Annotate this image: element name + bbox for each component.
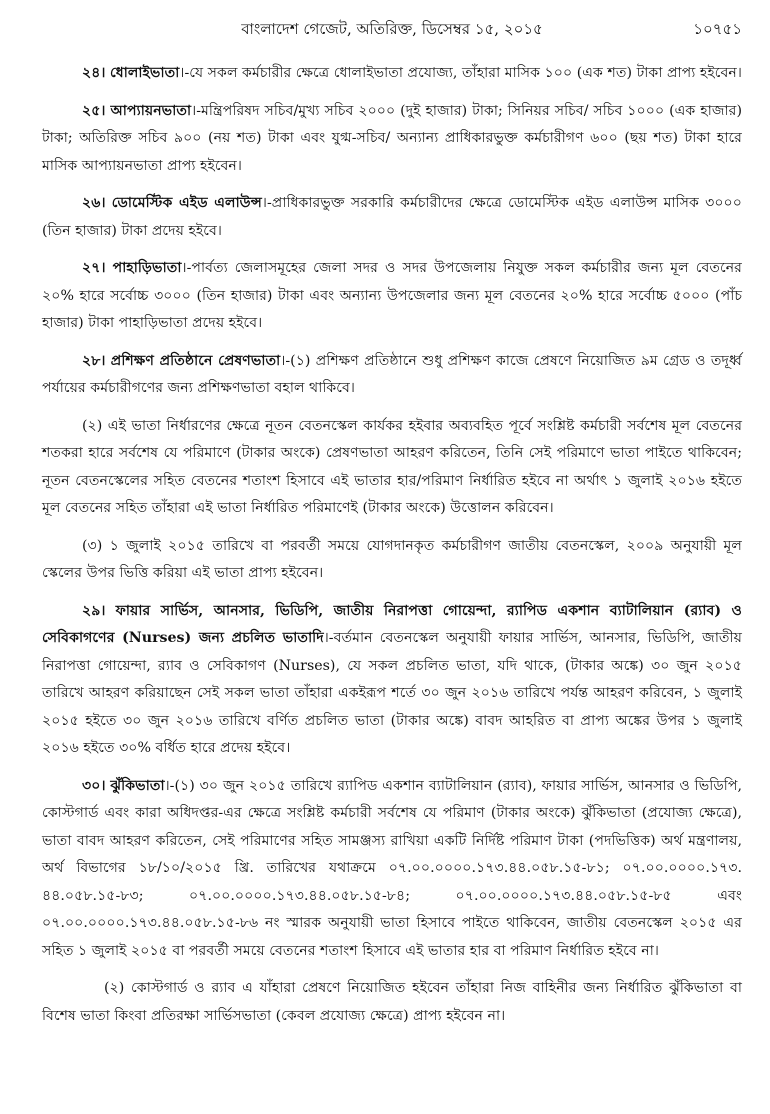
section-number: ২৭। [82,260,106,276]
subclause-text: (২) এই ভাতা নির্ধারণের ক্ষেত্রে নূতন বেতনস্কেল কার্যকর হইবার অব্যবহিত পূর্বে সংশ্লিষ্ট কর্মচারী সর্বশেষ মূল বেতনের শতকরা হারে সর্বশেষ যে পরিমাণে (টাকার অংকে) প্রেষণভাতা আহরণ করিতেন, তিনি সেই পরিমাণে ভাতা পাইতে থাকিবেন; নূতন বেতনস্কেলের সহিত বেতনের শতাংশ হিসাবে এই ভাতার হার/পরিমাণ নির্ধারিত হইবে না অর্থাৎ ১ জুলাই ২০১৬ হইতে মূল বেতনের সহিত তাঁহারা এই ভাতা নির্ধারিত পরিমাণেই (টাকার অংকে) উত্তোলন করিবেন। [42,417,742,516]
section-25 [42,98,742,181]
section-number: ৩০। [82,777,106,794]
gazette-title: বাংলাদেশ গেজেট, অতিরিক্ত, ডিসেম্বর ১৫, ২০১৫ [241,20,543,38]
section-28-subclause-2 [42,413,742,523]
section-number: ২৬। [82,195,106,211]
section-29 [42,598,742,763]
section-text: ।-যে সকল কর্মচারীর ক্ষেত্রে ধোলাইভাতা প্রযোজ্য, তাঁহারা মাসিক ১০০ (এক শত) টাকা প্রাপ্য হইবেন। [179,65,742,81]
section-title: ডোমেস্টিক এইড এলাউন্স [111,195,262,211]
section-text: ।-পার্বত্য জেলাসমূহের জেলা সদর ও সদর উপজেলায় নিযুক্ত সকল কর্মচারীর জন্য মূল বেতনের ২০% হারে সর্বোচ্চ ৩০০০ (তিন হাজার) টাকা এবং অন্যান্য উপজেলার জন্য মূল বেতনের ২০% হারে সর্বোচ্চ ৫০০০ (পাঁচ হাজার) টাকা পাহাড়িভাতা প্রদেয় হইবে। [42,260,742,331]
section-28-subclause-3 [42,533,742,588]
section-number: ২৪। [82,65,106,81]
section-text: ।-প্রাধিকারভুক্ত সরকারি কর্মচারীদের ক্ষেত্রে ডোমেস্টিক এইড এলাউন্স মাসিক ৩০০০ (তিন হাজার) টাকা প্রদেয় হইবে। [42,195,743,239]
section-28 [42,348,742,403]
section-27 [42,255,742,338]
section-number: ২৯। [82,602,106,619]
section-text: ।-মন্ত্রিপরিষদ সচিব/মুখ্য সচিব ২০০০ (দুই হাজার) টাকা; সিনিয়র সচিব/ সচিব ১০০০ (এক হাজার) টাকা; অতিরিক্ত সচিব ৯০০ (নয় শত) টাকা এবং যুগ্ম-সচিব/ অন্যান্য প্রাধিকারভুক্ত কর্মচারীগণ ৬০০ (ছয় শত) টাকা হারে মাসিক আপ্যায়নভাতা প্রাপ্য হইবেন। [42,102,742,174]
section-title: ফায়ার সার্ভিস, আনসার, ভিডিপি, জাতীয় নিরাপত্তা গোয়েন্দা, র‌্যাপিড একশান ব্যাটালিয়ান (র‌্যাব) ও সেবিকাগণের (Nurses) জন্য প্রচলিত ভাতাদি [42,602,742,646]
section-30-subclause-2 [42,975,742,1030]
section-title: ঝুঁকিভাতা [110,777,165,794]
section-30 [42,773,742,966]
section-text: ।-বর্তমান বেতনস্কেল অনুযায়ী ফায়ার সার্ভিস, আনসার, ভিডিপি, জাতীয় নিরাপত্তা গোয়েন্দা, র‌্যাব ও সেবিকাগণ (Nurses), যে সকল প্রচলিত ভাতা, যদি থাকে, (টাকার অঙ্কে) ৩০ জুন ২০১৫ তারিখে আহরণ করিয়াছেন সেই সকল ভাতা তাঁহারা একইরূপ শর্তে ৩০ জুন ২০১৬ তারিখে পর্যন্ত আহরণ করিবেন, ১ জুলাই ২০১৫ হইতে ৩০ জুন ২০১৬ তারিখে বর্ণিত প্রচলিত ভাতা (টাকার অঙ্কে) বাবদ আহরিত বা প্রাপ্য অঙ্কের উপর ১ জুলাই ২০১৬ হইতে ৩০% বর্ধিত হারে প্রদেয় হইবে। [42,630,742,756]
section-number: ২৮। [82,352,106,369]
section-title: পাহাড়িভাতা [112,260,182,276]
section-title: আপ্যায়নভাতা [110,102,192,119]
subclause-text: (২) কোস্টগার্ড ও র‌্যাব এ যাঁহারা প্রেষণে নিয়োজিত হইবেন তাঁহারা নিজ বাহিনীর জন্য নির্ধারিত ঝুঁকিভাতা বা বিশেষ ভাতা কিংবা প্রতিরক্ষা সার্ভিসভাতা (কেবল প্রযোজ্য ক্ষেত্রে) প্রাপ্য হইবেন না। [42,980,742,1024]
section-text: ।-(১) প্রশিক্ষণ প্রতিষ্ঠানে শুধু প্রশিক্ষণ কাজে প্রেষণে নিয়োজিত ৯ম গ্রেড ও তদূর্ধ্ব পর্যায়ের কর্মচারীগণের জন্য প্রশিক্ষণভাতা বহাল থাকিবে। [42,352,742,396]
section-number: ২৫। [82,102,106,119]
page-number: ১০৭৫১ [693,20,742,38]
page-header [42,18,742,38]
section-title: প্রশিক্ষণ প্রতিষ্ঠানে প্রেষণভাতা [110,352,281,369]
section-text: ।-(১) ৩০ জুন ২০১৫ তারিখে র‌্যাপিড একশান ব্যাটালিয়ান (র‌্যাব), ফায়ার সার্ভিস, আনসার ও ভিডিপি, কোস্টগার্ড এবং কারা অধিদপ্তর-এর ক্ষেত্রে সংশ্লিষ্ট কর্মচারী সর্বশেষ যে পরিমাণ (টাকার অংকে) ঝুঁকিভাতা (প্রযোজ্য ক্ষেত্রে), ভাতা বাবদ আহরণ করিতেন, সেই পরিমাণের সহিত সামঞ্জস্য রাখিয়া একটি নির্দিষ্ট পরিমাণ টাকা (পদভিত্তিক) অর্থ মন্ত্রণালয়, অর্থ বিভাগের ১৮/১০/২০১৫ খ্রি. তারিখের যথাক্রমে ০৭.০০.০০০০.১৭৩.৪৪.০৫৮.১৫-৮১; ০৭.০০.০০০০.১৭৩. ৪৪.০৫৮.১৫-৮৩; ০৭.০০.০০০০.১৭৩.৪৪.০৫৮.১৫-৮৪; ০৭.০০.০০০০.১৭৩.৪৪.০৫৮.১৫-৮৫ এবং ০৭.০০.০০০০.১৭৩.৪৪.০৫৮.১৫-৮৬ নং স্মারক অনুযায়ী ভাতা হিসাবে পাইতে থাকিবেন, জাতীয় বেতনস্কেল ২০১৫ এর সহিত ১ জুলাই ২০১৫ বা পরবর্তী সময়ে বেতনের শতাংশ হিসাবে এই ভাতার হার বা পরিমাণ নির্ধারিত হইবে না। [42,777,742,959]
section-26 [42,190,742,245]
subclause-text: (৩) ১ জুলাই ২০১৫ তারিখে বা পরবর্তী সময়ে যোগদানকৃত কর্মচারীগণ জাতীয় বেতনস্কেল, ২০০৯ অনুযায়ী মূল স্কেলের উপর ভিত্তি করিয়া এই ভাতা প্রাপ্য হইবেন। [42,537,742,581]
section-title: ধোলাইভাতা [110,65,180,81]
section-24 [42,60,742,88]
